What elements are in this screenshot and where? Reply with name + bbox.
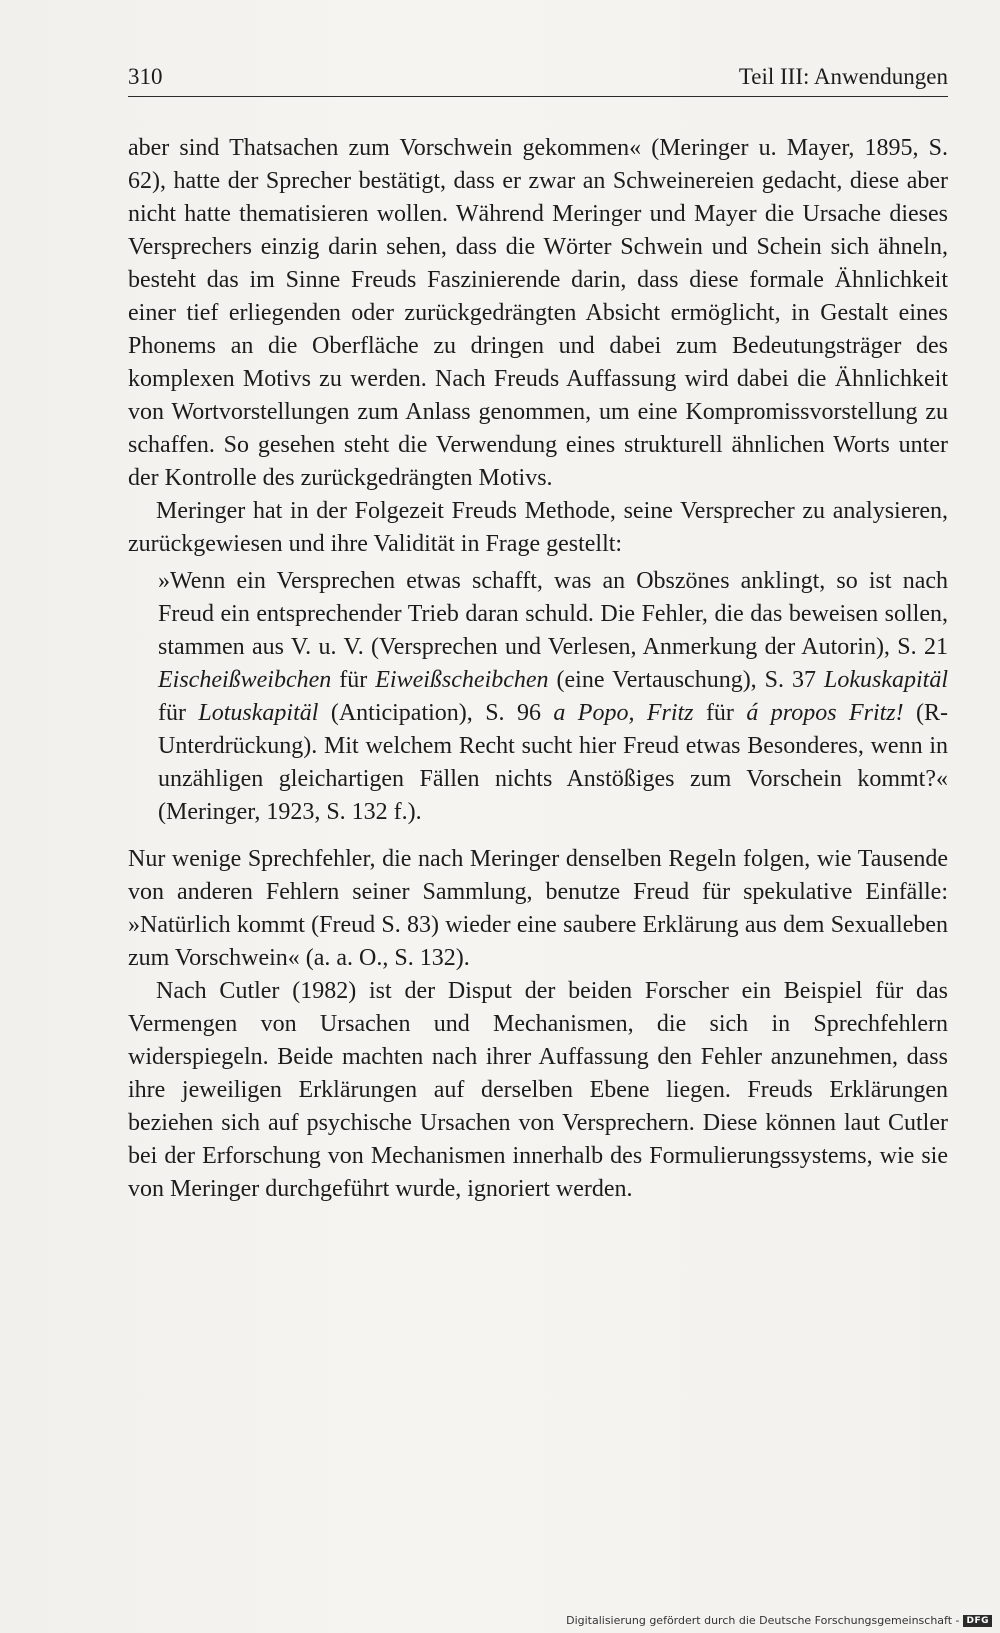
- paragraph-4: Nach Cutler (1982) ist der Disput der beiden Forscher ein Beispiel für das Vermengen von Ursachen und Mechanismen, die sich in Sprechfehlern widerspiegeln. Beide machten nach ihrer Auffassung den Fehler anzunehmen, dass ihre jeweiligen Erklärungen auf derselben Ebene liegen. Freuds Erklärungen beziehen sich auf psychische Ursachen von Versprechern. Diese können laut Cutler bei der Erforschung von Mechanismen innerhalb des Formulierungssystems, wie sie von Meringer durchgeführt wurde, ignoriert werden.: [128, 978, 948, 1202]
- quote-italic-term: á propos Fritz!: [746, 700, 904, 726]
- quote-italic-term: a Popo, Fritz: [553, 700, 694, 726]
- page-body: [128, 132, 948, 1206]
- paragraph-3: Nur wenige Sprechfehler, die nach Meringer denselben Regeln folgen, wie Tausende von anderen Fehlern seiner Sammlung, benutze Freud für spekulative Einfälle: »Natürlich kommt (Freud S. 83) wieder eine saubere Erklärung aus dem Sexualleben zum Vorschwein« (a. a. O., S. 132).: [128, 846, 948, 971]
- page-header: [128, 58, 948, 98]
- quote-italic-term: Eischeißweibchen: [158, 667, 332, 693]
- quote-text: (eine Vertauschung), S. 37: [548, 667, 825, 693]
- paragraph-2: Meringer hat in der Folgezeit Freuds Methode, seine Versprecher zu analysieren, zurückgewiesen und ihre Validität in Frage gestellt:: [128, 498, 948, 557]
- footer-text: Digitalisierung gefördert durch die Deutsche Forschungsgemeinschaft -: [566, 1614, 960, 1627]
- page-number: 310: [128, 64, 163, 89]
- running-title: Teil III: Anwendungen: [738, 64, 948, 89]
- quote-text: »Wenn ein Versprechen etwas schafft, was an Obszönes anklingt, so ist nach Freud ein entsprechender Trieb daran schuld. Die Fehler, die das beweisen sollen, stammen aus V. u. V. (Versprechen und Verlesen, Anmerkung der Autorin), S. 21: [158, 568, 948, 660]
- quote-italic-term: Eiweißscheibchen: [375, 667, 549, 693]
- quote-text: (R-Unterdrückung). Mit welchem Recht sucht hier Freud etwas Besonderes, wenn in unzähligen gleichartigen Fällen nichts Anstößiges zum Vorschein kommt?« (Meringer, 1923, S. 132 f.).: [158, 700, 949, 825]
- quote-text: für: [331, 667, 376, 693]
- quote-italic-term: Lotuskapitäl: [198, 700, 319, 726]
- quote-text: für: [158, 700, 199, 726]
- quote-text: für: [693, 700, 747, 726]
- paragraph-1: aber sind Thatsachen zum Vorschwein gekommen« (Meringer u. Mayer, 1895, S. 62), hatte der Sprecher bestätigt, dass er zwar an Schweinereien gedacht, diese aber nicht hatte thematisieren wollen. Während Meringer und Mayer die Ursache dieses Versprechers einzig darin sehen, dass die Wörter Schwein und Schein sich ähneln, besteht das im Sinne Freuds Faszinierende darin, dass diese formale Ähnlichkeit einer tief erliegenden oder zurückgedrängten Absicht ermöglicht, in Gestalt eines Phonems an die Oberfläche zu dringen und dabei zum Bedeutungsträger des komplexen Motivs zu werden. Nach Freuds Auffassung wird dabei die Ähnlichkeit von Wortvorstellungen zum Anlass genommen, um eine Kompromissvorstellung zu schaffen. So gesehen steht die Verwendung eines strukturell ähnlichen Worts unter der Kontrolle des zurückgedrängten Motivs.: [128, 135, 948, 491]
- dfg-logo: DFG: [963, 1615, 992, 1627]
- block-quote: [158, 565, 948, 829]
- quote-italic-term: Lokuskapitäl: [824, 667, 949, 693]
- header-rule: [128, 96, 948, 97]
- digitization-footer: [566, 1614, 992, 1627]
- quote-text: (Anticipation), S. 96: [318, 700, 554, 726]
